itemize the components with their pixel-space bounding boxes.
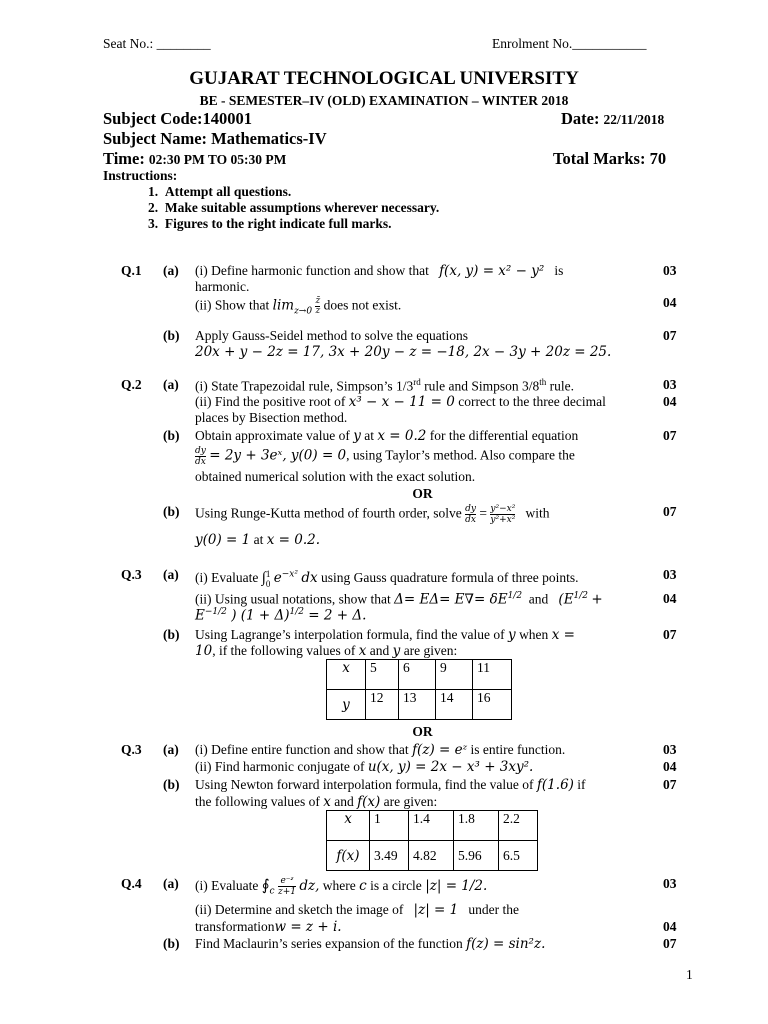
- or-separator: OR: [412, 486, 433, 501]
- question-text: Apply Gauss-Seidel method to solve the equations: [195, 328, 468, 343]
- exam-title: BE - SEMESTER–IV (OLD) EXAMINATION – WINTER 2018: [199, 93, 569, 108]
- question-text: Find Maclaurin’s series expansion of the function f(z) = sin²z.: [195, 936, 546, 952]
- marks: 07: [663, 627, 677, 642]
- question-text: places by Bisection method.: [195, 410, 348, 425]
- question-text: (ii) Show that $\lim_{z\to 0}$ $\frac{z̄}{z}$ does not exist.: [195, 296, 402, 317]
- question-text: Using Runge-Kutta method of fourth order, solve $\frac{dy}{dx}$ = $\frac{\text{y²−x²}}{\text{y²+x²}}$ with: [195, 504, 550, 525]
- table-cell: 12: [366, 690, 399, 720]
- question-text: (i) Evaluate ∫ 1 0 $e^{-x^2}$ dx using Gauss quadrature formula of three points.: [195, 569, 579, 589]
- question-text: transformationw = z + i.: [195, 919, 342, 935]
- marks: 07: [663, 936, 677, 951]
- table-header-cell: f(x): [327, 841, 370, 871]
- question-text: obtained numerical solution with the exact solution.: [195, 469, 476, 484]
- marks: 03: [663, 567, 677, 582]
- marks: 07: [663, 428, 677, 443]
- part-label: (b): [163, 627, 180, 642]
- marks: 04: [663, 394, 677, 409]
- question-text: (ii) Using usual notations, show that $\Delta= E\Delta= E\nabla= \delta E^{1/2}$ and ($E^{1/2}$ +: [195, 591, 603, 608]
- exam-time: Time: 02:30 PM TO 05:30 PM: [103, 149, 287, 168]
- table-cell: 11: [473, 660, 512, 690]
- table-cell: 1.4: [409, 811, 454, 841]
- question-text: 10, if the following values of x and y are given:: [195, 643, 458, 659]
- page-number: 1: [686, 967, 693, 982]
- table-cell: 13: [399, 690, 436, 720]
- part-label: (a): [163, 377, 179, 392]
- table-cell: 6.5: [499, 841, 538, 871]
- question-text: the following values of x and f(x) are given:: [195, 794, 438, 810]
- marks: 07: [663, 504, 677, 519]
- question-text: (ii) Find the positive root of x³ − x − 11 = 0 correct to the three decimal: [195, 394, 606, 410]
- subject-code: Subject Code:140001: [103, 109, 252, 128]
- table-cell: 1: [370, 811, 409, 841]
- question-label: Q.4: [121, 876, 142, 891]
- seat-no: Seat No.: ________: [103, 36, 211, 51]
- question-label: Q.3: [121, 567, 142, 582]
- table-cell: 5: [366, 660, 399, 690]
- part-label: (a): [163, 263, 179, 278]
- marks: 03: [663, 263, 677, 278]
- marks: 03: [663, 377, 677, 392]
- enrolment-no: Enrolment No.___________: [492, 36, 647, 51]
- question-text: (i) Define harmonic function and show that f(x, y) = x² − y² is: [195, 263, 564, 279]
- question-text: (i) State Trapezoidal rule, Simpson’s 1/3rd rule and Simpson 3/8th rule.: [195, 377, 575, 394]
- question-label: Q.3: [121, 742, 142, 757]
- marks: 04: [663, 591, 677, 606]
- instruction-item: 2. Make suitable assumptions wherever necessary.: [148, 200, 440, 215]
- table-header-cell: x: [327, 660, 366, 690]
- question-text: Using Lagrange’s interpolation formula, find the value of y when x =: [195, 627, 575, 643]
- table-cell: 9: [436, 660, 473, 690]
- part-label: (b): [163, 777, 180, 792]
- subject-name: Subject Name: Mathematics-IV: [103, 129, 327, 148]
- part-label: (b): [163, 936, 180, 951]
- part-label: (b): [163, 328, 180, 343]
- question-label: Q.1: [121, 263, 142, 278]
- question-text: (ii) Determine and sketch the image of |z| = 1 under the: [195, 902, 519, 918]
- part-label: (b): [163, 428, 180, 443]
- question-text: Obtain approximate value of y at x = 0.2 for the differential equation: [195, 428, 579, 444]
- table-cell: 14: [436, 690, 473, 720]
- question-text: y(0) = 1 at x = 0.2.: [195, 532, 321, 548]
- table-cell: 2.2: [499, 811, 538, 841]
- table-cell: 4.82: [409, 841, 454, 871]
- data-table: [326, 810, 538, 871]
- university-title: GUJARAT TECHNOLOGICAL UNIVERSITY: [189, 68, 579, 89]
- table-cell: 5.96: [454, 841, 499, 871]
- part-label: (b): [163, 504, 180, 519]
- table-cell: 6: [399, 660, 436, 690]
- question-text: (i) Define entire function and show that f(z) = eᶻ is entire function.: [195, 742, 566, 758]
- table-cell: 16: [473, 690, 512, 720]
- differential-equation: $\frac{dy}{dx}$ = 2y + 3eˣ, y(0) = 0, using Taylor’s method. Also compare the: [195, 446, 575, 467]
- marks: 03: [663, 876, 677, 891]
- question-text: harmonic.: [195, 279, 250, 294]
- part-label: (a): [163, 567, 179, 582]
- marks: 04: [663, 295, 677, 310]
- instructions-heading: Instructions:: [103, 168, 178, 183]
- marks: 07: [663, 777, 677, 792]
- or-separator: OR: [412, 724, 433, 739]
- question-text: Using Newton forward interpolation formula, find the value of f(1.6) if: [195, 777, 586, 793]
- equation: 20x + y − 2z = 17, 3x + 20y − z = −18, 2x − 3y + 20z = 25.: [195, 344, 612, 360]
- table-cell: 3.49: [370, 841, 409, 871]
- question-text: (i) Evaluate $∮_c$ $\frac{\text{e⁻ᶻ}}{z+1}$ dz, where c is a circle |z| = 1/2.: [195, 876, 488, 898]
- marks: 03: [663, 742, 677, 757]
- table-cell: 1.8: [454, 811, 499, 841]
- exam-date: Date: 22/11/2018: [561, 109, 665, 128]
- part-label: (a): [163, 742, 179, 757]
- instruction-item: 3. Figures to the right indicate full marks.: [148, 216, 392, 231]
- equation: $E^{-1/2}$ ) $(1 + \Delta)^{1/2} = 2 + \Delta$.: [195, 607, 367, 624]
- part-label: (a): [163, 876, 179, 891]
- data-table: [326, 659, 512, 720]
- total-marks: Total Marks: 70: [553, 149, 667, 168]
- marks: 04: [663, 919, 677, 934]
- instruction-item: 1. Attempt all questions.: [148, 184, 292, 199]
- marks: 04: [663, 759, 677, 774]
- table-header-cell: y: [327, 690, 366, 720]
- question-text: (ii) Find harmonic conjugate of u(x, y) = 2x − x³ + 3xy².: [195, 759, 534, 775]
- question-label: Q.2: [121, 377, 142, 392]
- table-header-cell: x: [327, 811, 370, 841]
- marks: 07: [663, 328, 677, 343]
